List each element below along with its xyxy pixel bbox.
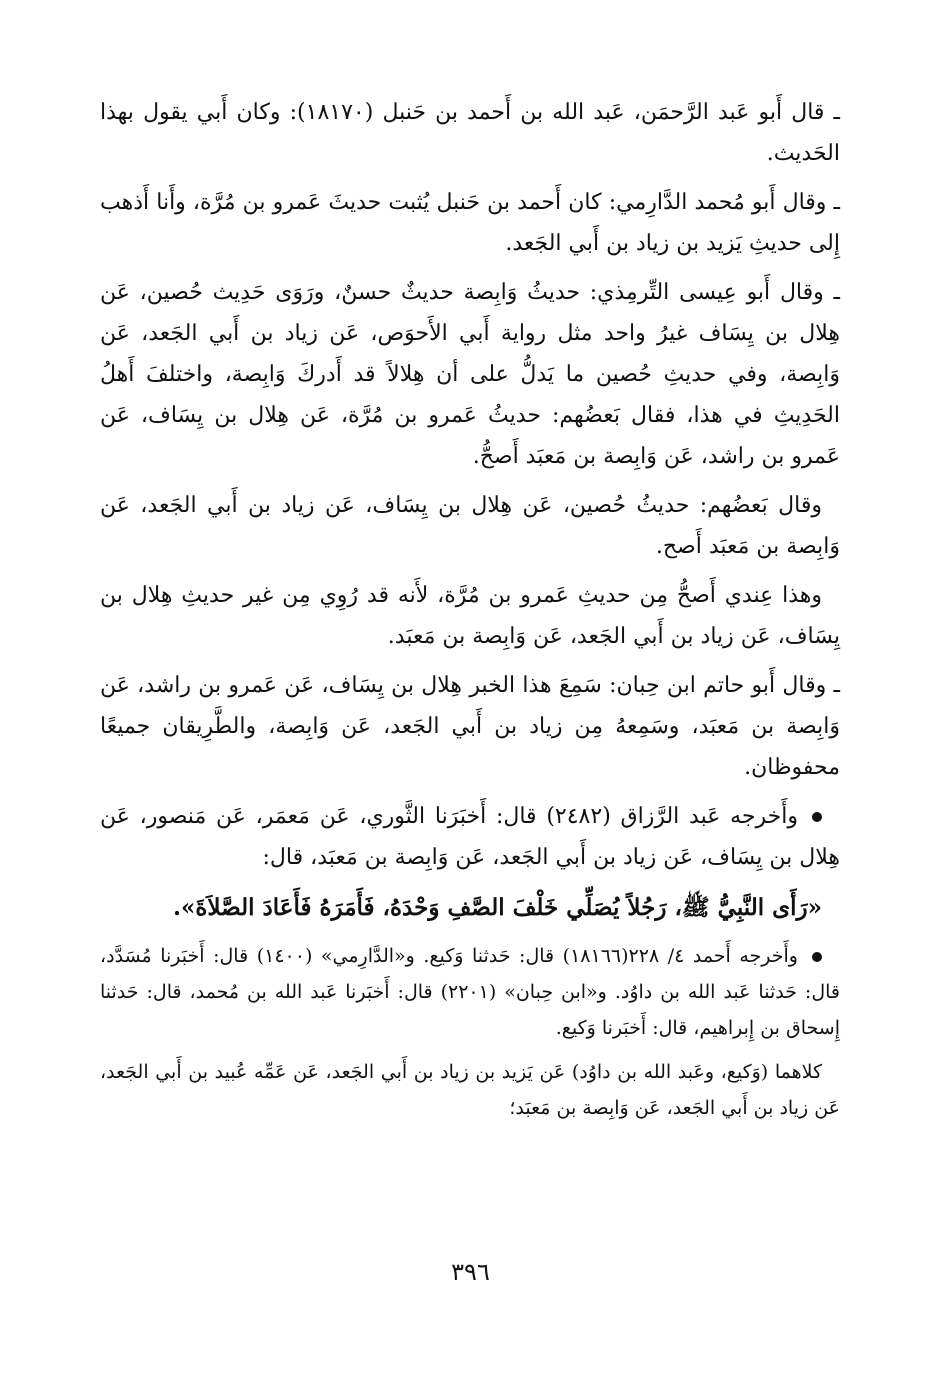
paragraph-ibn-hibban: ـ وقال أَبو حاتم ابن حِبان: سَمِعَ هذا الخبر هِلال بن يِسَاف، عَن عَمرو بن راشد، عَن وَابِصة بن مَعبَد، وسَمِعهُ مِن زياد بن أَبي الجَعد، عَن وَابِصة، والطَّرِيقان جميعًا محفوظان. bbox=[100, 673, 840, 780]
paragraph-abdullah-ibn-ahmad: ـ قال أَبو عَبد الرَّحمَن، عَبد الله بن أَحمد بن حَنبل (١٨١٧٠): وكان أَبي يقول بهذا الحَديث. bbox=[100, 100, 841, 166]
paragraph-this-is-more-correct: وهذا عِندي أَصحُّ مِن حديثِ عَمرو بن مُرَّة، لأَنه قد رُوِي مِن غير حديثِ هِلال بن يِسَاف، عَن زياد بن أَبي الجَعد، عَن وَابِصة بن مَعبَد. bbox=[100, 583, 840, 649]
page-number: ٣٩٦ bbox=[451, 1258, 490, 1286]
paragraph-both-of-them: كلاهما (وَكيع، وعَبد الله بن داوُد) عَن يَزيد بن زياد بن أَبي الجَعد، عَن عَمِّه عُبيد بن أَبي الجَعد، عَن زياد بن أَبي الجَعد، عَن وَابِصة بن مَعبَد؛ bbox=[100, 1061, 840, 1119]
paragraph-darimi: ـ وقال أَبو مُحمد الدَّارِمي: كان أَحمد بن حَنبل يُثبت حديثَ عَمرو بن مُرَّة، وأَنا أَذهب إِلى حديثِ يَزيد بن زياد بن أَبي الجَعد. bbox=[100, 190, 840, 256]
paragraph-ahmad-takhrij-text: وأَخرجه أَحمد ٤/ ٢٢٨(١٨١٦٦) قال: حَدثنا وَكيع. و«الدَّارِمي» (١٤٠٠) قال: أَخبَرنا مُسَدَّد، قال: حَدثنا عَبد الله بن داوُد. و«ابن حِبان» (٢٢٠١) قال: أَخبَرنا عَبد الله بن مُحمد، قال: حَدثنا إِسحاق بن إِبراهيم، قال: أَخبَرنا وَكيع. bbox=[100, 945, 841, 1039]
hadith-quote: «رَأَى النَّبِيُّ ﷺ، رَجُلاً يُصَلِّي خَلْفَ الصَّفِ وَحْدَهُ، فَأَمَرَهُ فَأَعَادَ الصَّلاَةَ». bbox=[173, 894, 822, 921]
paragraph-ahmad-takhrij bbox=[100, 938, 840, 1046]
paragraph-abdurrazzaq-text: وأَخرجه عَبد الرَّزاق (٢٤٨٢) قال: أَخبَرَنا الثَّوري، عَن مَعمَر، عَن مَنصور، عَن هِلال بن يِسَاف، عَن زياد بن أَبي الجَعد، عَن وَابِصة بن مَعبَد، قال: bbox=[100, 804, 840, 870]
page-body bbox=[100, 92, 840, 1134]
paragraph-abdurrazzaq bbox=[100, 796, 840, 878]
paragraph-some-said: وقال بَعضُهم: حديثُ حُصين، عَن هِلال بن يِسَاف، عَن زياد بن أَبي الجَعد، عَن وَابِصة بن مَعبَد أَصح. bbox=[100, 493, 840, 559]
bullet-icon bbox=[812, 812, 822, 822]
bullet-icon bbox=[812, 952, 822, 962]
paragraph-tirmidhi: ـ وقال أَبو عِيسى التِّرمِذي: حديثُ وَابِصة حديثٌ حسنٌ، ورَوَى حَدِيث حُصين، عَن هِلال بن يِسَاف غيرُ واحد مثل رواية أَبي الأَحوَص، عَن زياد بن أَبي الجَعد، عَن وَابِصة، وفي حديثِ حُصين ما يَدلُّ على أن هِلالاً قد أَدركَ وَابِصة، واختلفَ أَهلُ الحَدِيثِ في هذا، فقال بَعضُهم: حديثُ عَمرو بن مُرَّة، عَن هِلال بن يِسَاف، عَن عَمرو بن راشد، عَن وَابِصة بن مَعبَد أَصحُّ. bbox=[100, 280, 840, 469]
